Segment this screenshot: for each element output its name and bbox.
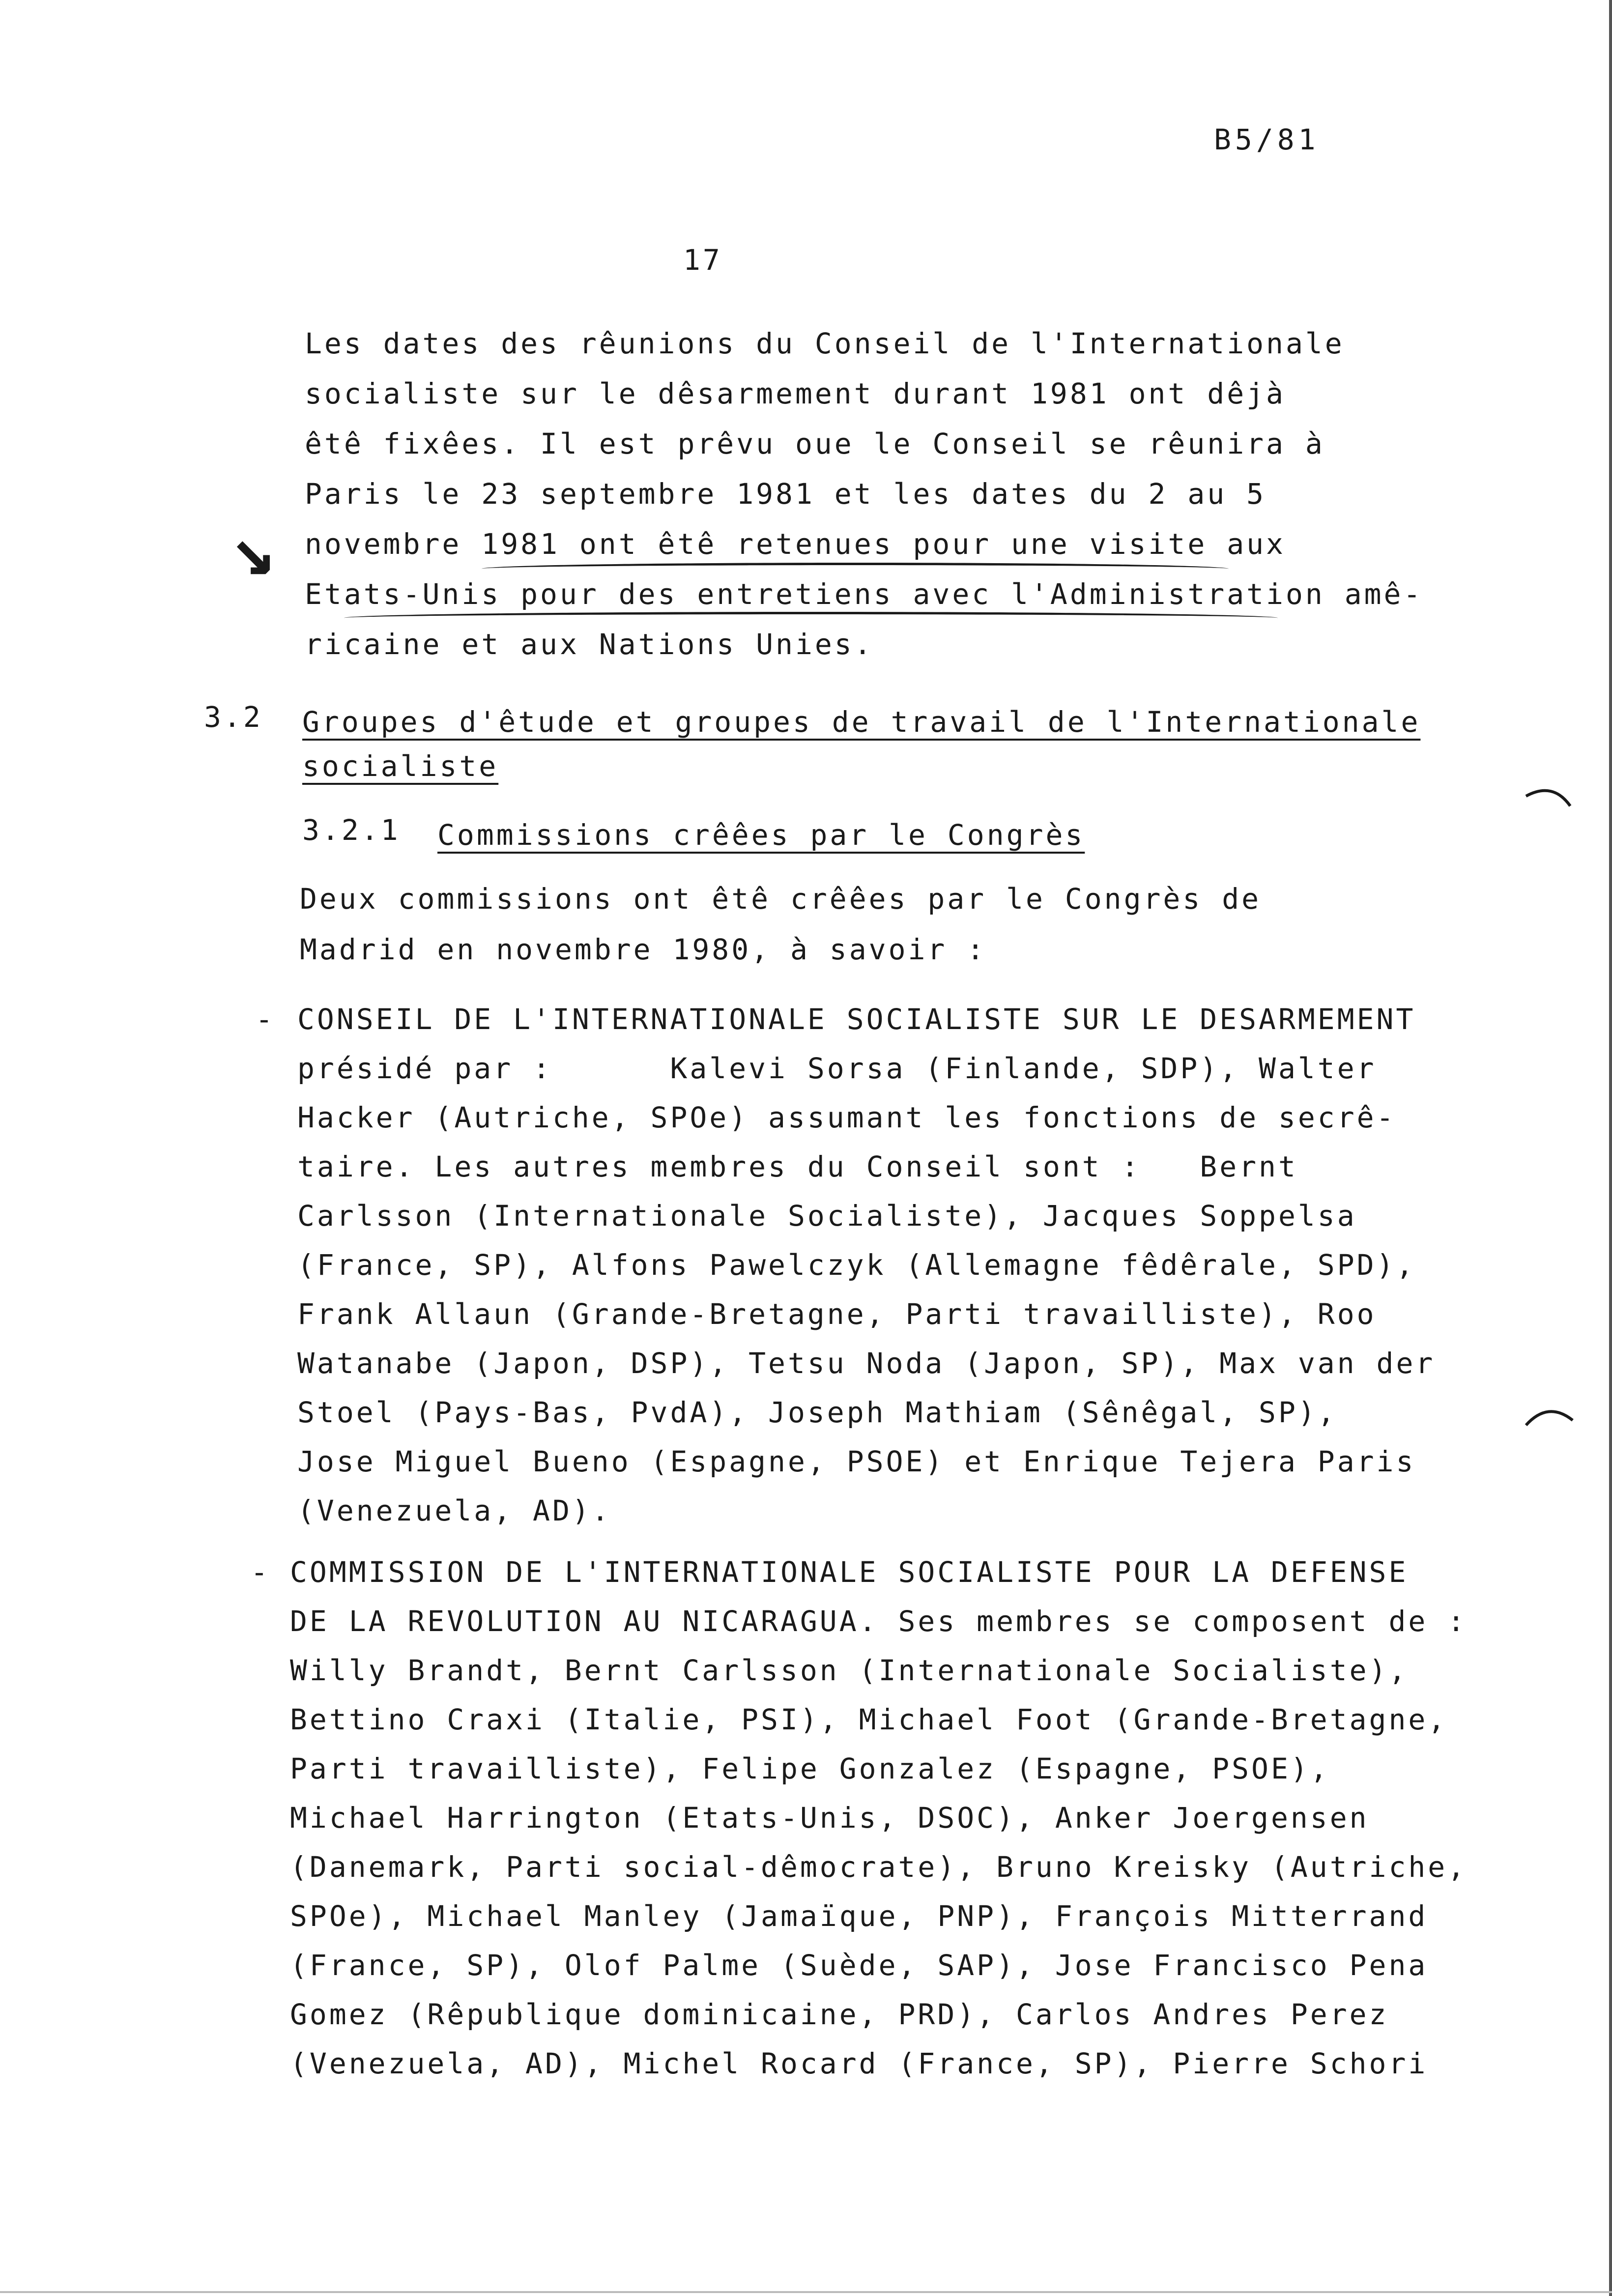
- handwritten-underline: [482, 563, 1229, 575]
- bullet2-line: SPOe), Michael Manley (Jamaïque, PNP), François Mitterrand: [290, 1899, 1428, 1933]
- bullet-marker: -: [251, 1555, 270, 1589]
- section-number: 3.2: [204, 700, 263, 734]
- handwritten-underline: [344, 612, 1278, 624]
- intro-line: ricaine et aux Nations Unies.: [305, 628, 874, 661]
- subsection-intro-line: Madrid en novembre 1980, à savoir :: [300, 933, 987, 966]
- bullet2-line: Willy Brandt, Bernt Carlsson (Internationale Socialiste),: [290, 1654, 1409, 1687]
- section-title: Groupes d'êtude et groupes de travail de l'Internationale: [302, 705, 1421, 739]
- subsection-intro-line: Deux commissions ont êtê crêêes par le Congrès de: [300, 882, 1262, 916]
- page-bottom-edge: [0, 2291, 1612, 2293]
- section-title: socialiste: [302, 749, 499, 783]
- bullet2-line: Gomez (Rêpublique dominicaine, PRD), Carlos Andres Perez: [290, 1998, 1389, 2031]
- bullet1-line: (Venezuela, AD).: [297, 1494, 611, 1527]
- bullet2-line: Parti travailliste), Felipe Gonzalez (Espagne, PSOE),: [290, 1752, 1330, 1785]
- bullet2-line: (Venezuela, AD), Michel Rocard (France, SP), Pierre Schori: [290, 2047, 1428, 2080]
- bullet2-line: COMMISSION DE L'INTERNATIONALE SOCIALISTE POUR LA DEFENSE: [290, 1555, 1409, 1589]
- intro-line: Etats-Unis pour des entretiens avec l'Administration amê-: [305, 577, 1423, 611]
- subsection-title: Commissions crêêes par le Congrès: [437, 818, 1085, 852]
- page-edge: [1609, 0, 1612, 2296]
- bullet1-line: Stoel (Pays-Bas, PvdA), Joseph Mathiam (Sênêgal, SP),: [297, 1396, 1337, 1429]
- bullet2-line: Bettino Craxi (Italie, PSI), Michael Foot (Grande-Bretagne,: [290, 1703, 1448, 1736]
- bullet1-line: présidé par : Kalevi Sorsa (Finlande, SDP), Walter: [297, 1052, 1377, 1085]
- subsection-number: 3.2.1: [302, 813, 401, 847]
- bullet1-line: Hacker (Autriche, SPOe) assumant les fonctions de secrê-: [297, 1101, 1396, 1134]
- intro-line: Les dates des rêunions du Conseil de l'Internationale: [305, 327, 1345, 360]
- bullet2-line: Michael Harrington (Etats-Unis, DSOC), Anker Joergensen: [290, 1801, 1369, 1835]
- bullet1-line: Carlsson (Internationale Socialiste), Jacques Soppelsa: [297, 1199, 1357, 1233]
- intro-line: socialiste sur le dêsarmement durant 1981 ont dêjà: [305, 377, 1286, 410]
- intro-line: novembre 1981 ont êtê retenues pour une visite aux: [305, 527, 1286, 561]
- binder-mark-icon: [1524, 776, 1578, 835]
- page-number: 17: [683, 243, 722, 277]
- intro-line: Paris le 23 septembre 1981 et les dates du 2 au 5: [305, 477, 1267, 511]
- bullet1-line: CONSEIL DE L'INTERNATIONALE SOCIALISTE SUR LE DESARMEMENT: [297, 1003, 1416, 1036]
- handwritten-arrow-icon: ↘: [231, 505, 276, 591]
- bullet1-line: Watanabe (Japon, DSP), Tetsu Noda (Japon, SP), Max van der: [297, 1347, 1436, 1380]
- bullet2-line: (France, SP), Olof Palme (Suède, SAP), Jose Francisco Pena: [290, 1949, 1428, 1982]
- document-reference: B5/81: [1214, 123, 1320, 156]
- bullet2-line: (Danemark, Parti social-dêmocrate), Bruno Kreisky (Autriche,: [290, 1850, 1468, 1884]
- bullet1-line: Frank Allaun (Grande-Bretagne, Parti travailliste), Roo: [297, 1297, 1377, 1331]
- bullet1-line: (France, SP), Alfons Pawelczyk (Allemagne fêdêrale, SPD),: [297, 1248, 1416, 1282]
- bullet2-line: DE LA REVOLUTION AU NICARAGUA. Ses membres se composent de :: [290, 1605, 1468, 1638]
- bullet1-line: Jose Miguel Bueno (Espagne, PSOE) et Enrique Tejera Paris: [297, 1445, 1416, 1478]
- bullet1-line: taire. Les autres membres du Conseil sont : Bernt: [297, 1150, 1298, 1183]
- intro-line: êtê fixêes. Il est prêvu oue le Conseil se rêunira à: [305, 427, 1325, 460]
- bullet-marker: -: [256, 1003, 275, 1036]
- binder-mark-icon: [1524, 1396, 1578, 1455]
